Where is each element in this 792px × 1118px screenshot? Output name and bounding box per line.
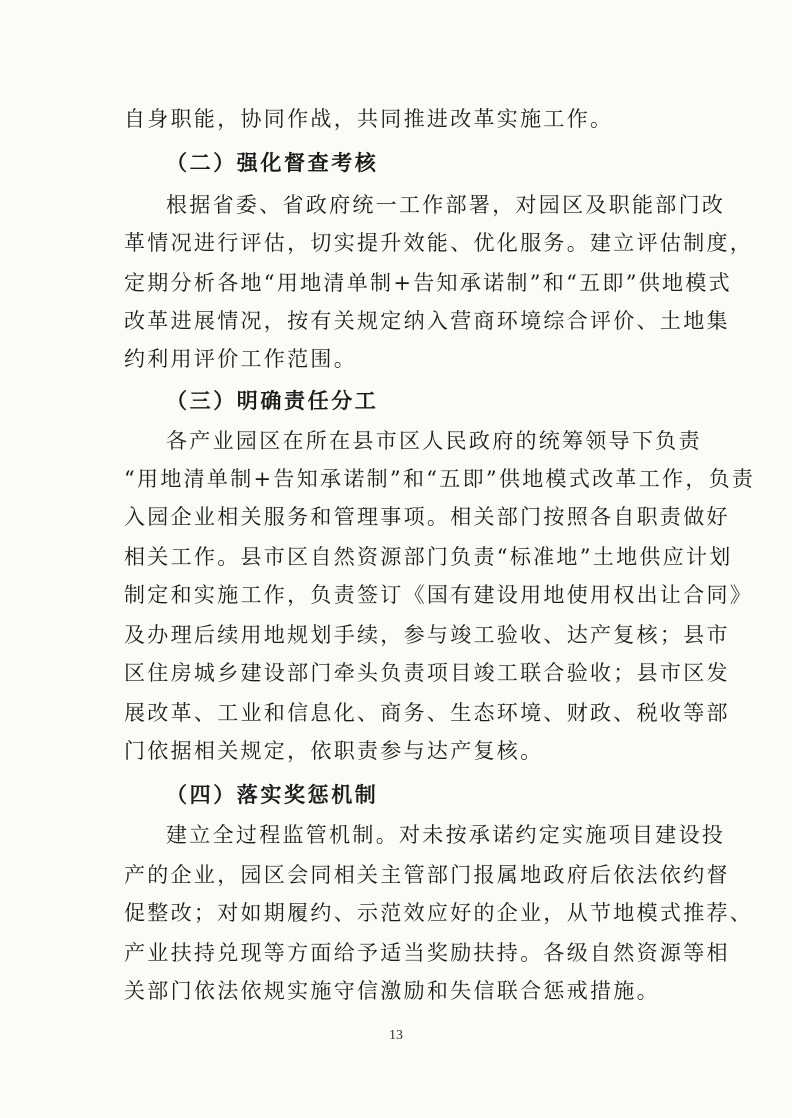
body-text-line: 促整改；对如期履约、示范效应好的企业，从节地模式推荐、 [124,901,754,925]
body-text-line: 区住房城乡建设部门牵头负责项目竣工联合验收；县市区发 [124,661,730,685]
body-text-line: 自身职能，协同作战，共同推进改革实施工作。 [124,107,614,131]
page-number: 13 [389,1028,403,1043]
section-heading-2: （二）强化督查考核 [166,150,379,175]
body-text-line: 制定和实施工作，负责签订《国有建设用地使用权出让合同》 [124,583,754,607]
body-text-line: 各产业园区在所在县市区人民政府的统筹领导下负责 [166,429,702,453]
body-text-line: 产的企业，园区会同相关主管部门报属地政府后依法依约督 [124,863,730,887]
body-text-line: 约利用评价工作范围。 [124,347,357,371]
body-text-line: 入园企业相关服务和管理事项。相关部门按照各自职责做好 [124,505,730,529]
body-text-line: 关部门依法依规实施守信激励和失信联合惩戒措施。 [124,979,660,1003]
body-text-line: “用地清单制+告知承诺制”和“五即”供地模式改革工作，负责 [124,467,756,491]
body-text-line: 革情况进行评估，切实提升效能、优化服务。建立评估制度， [124,231,754,255]
body-text-line: 相关工作。县市区自然资源部门负责“标准地”土地供应计划 [124,545,733,569]
body-text-line: 及办理后续用地规划手续，参与竣工验收、达产复核；县市 [124,623,730,647]
section-heading-4: （四）落实奖惩机制 [166,782,379,807]
section-heading-3: （三）明确责任分工 [166,388,379,413]
body-text-line: 门依据相关规定，依职责参与达产复核。 [124,739,544,763]
body-text-line: 产业扶持兑现等方面给予适当奖励扶持。各级自然资源等相 [124,941,730,965]
body-text-line: 建立全过程监管机制。对未按承诺约定实施项目建设投 [166,823,726,847]
body-text-line: 改革进展情况，按有关规定纳入营商环境综合评价、土地集 [124,309,730,333]
body-text-line: 根据省委、省政府统一工作部署，对园区及职能部门改 [166,193,726,217]
body-text-line: 展改革、工业和信息化、商务、生态环境、财政、税收等部 [124,701,730,725]
body-text-line: 定期分析各地“用地清单制+告知承诺制”和“五即”供地模式 [124,271,732,295]
